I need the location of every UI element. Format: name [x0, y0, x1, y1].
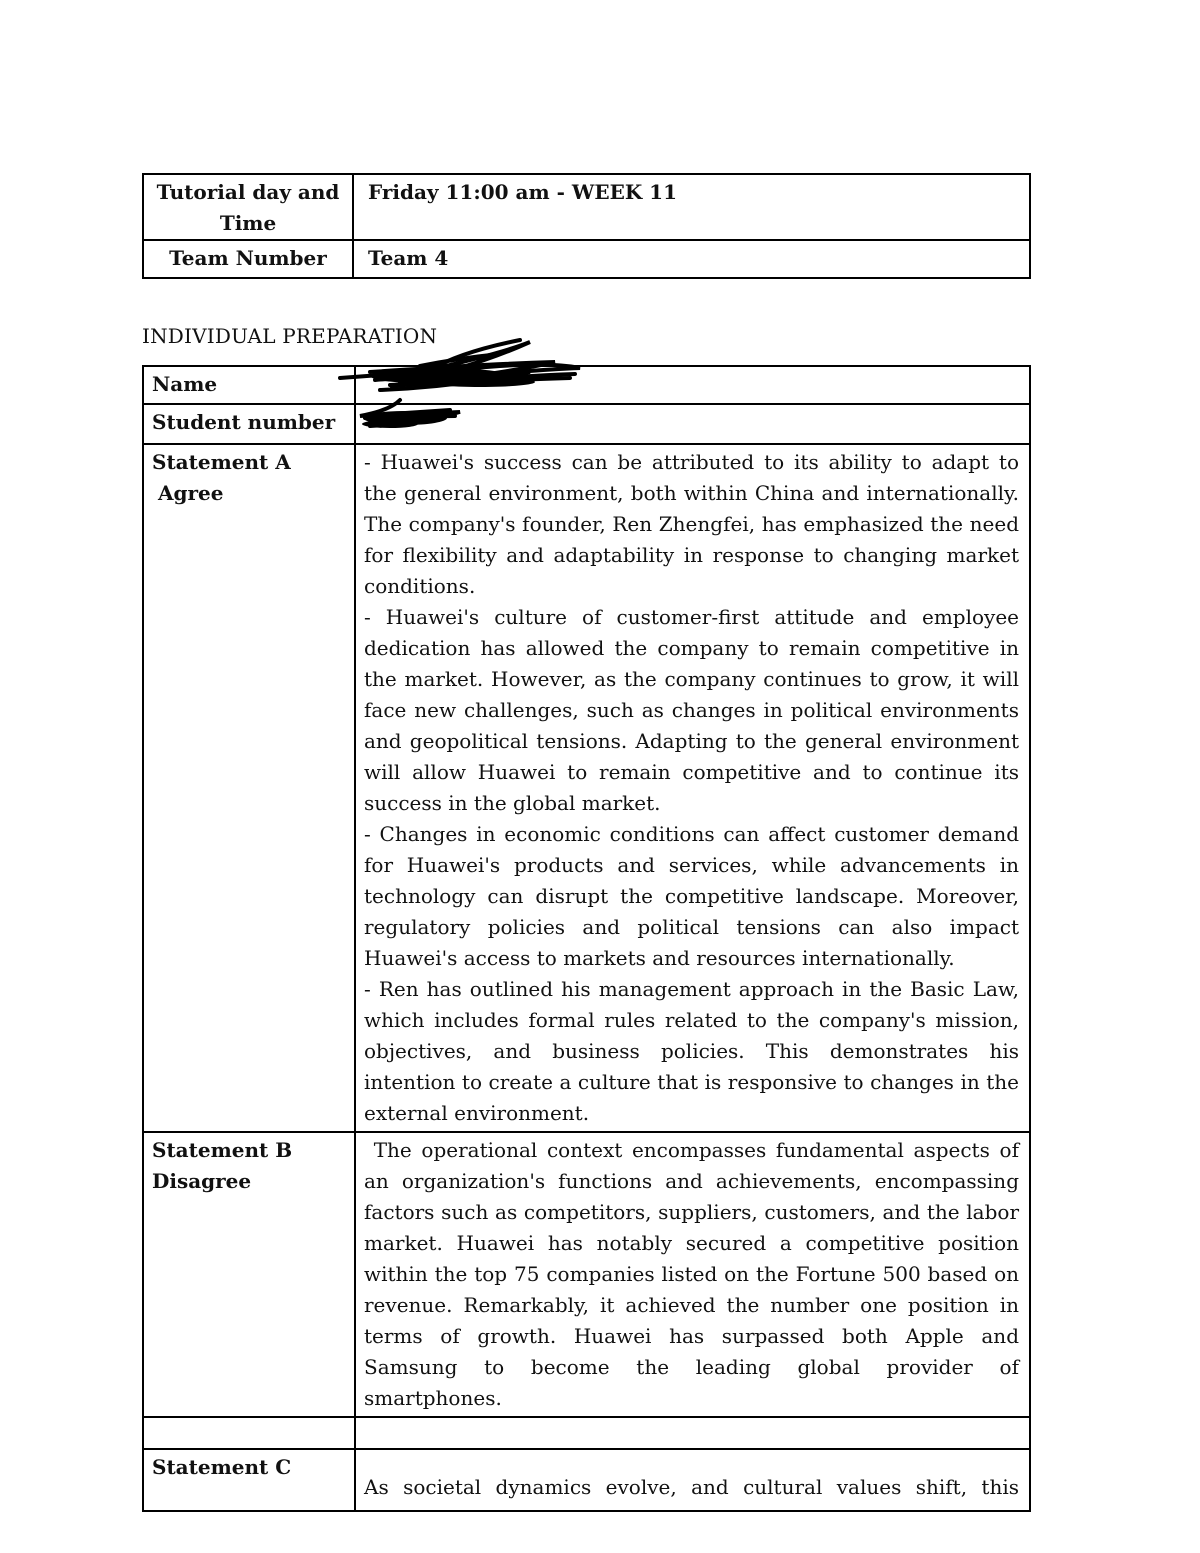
empty-cell [355, 1417, 1030, 1449]
statement-b-label: Statement B [152, 1138, 293, 1162]
info-table [142, 173, 1031, 279]
statement-c-text: As societal dynamics evolve, and cultural values shift, this [364, 1475, 1019, 1499]
tutorial-row [143, 174, 1030, 240]
statement-c-label: Statement C [143, 1449, 355, 1511]
individual-preparation-table [142, 365, 1031, 1512]
statement-a-paragraph: - Ren has outlined his management approach in the Basic Law, which includes formal rules related to the company's mission, objectives, and business policies. This demonstrates his intention to create a culture that is responsive to changes in the external environment. [364, 977, 1019, 1125]
student-number-label: Student number [143, 404, 355, 444]
statement-c-row [143, 1449, 1030, 1511]
team-value: Team 4 [353, 240, 1030, 278]
empty-cell [143, 1417, 355, 1449]
tutorial-label: Tutorial day and Time [143, 174, 353, 240]
statement-a-label: Statement A [152, 450, 291, 474]
statement-a-text [355, 444, 1030, 1132]
statement-a-stance: Agree [158, 481, 224, 505]
statement-b-row [143, 1132, 1030, 1417]
statement-b-text [355, 1132, 1030, 1417]
empty-row [143, 1417, 1030, 1449]
statement-b-label-cell [143, 1132, 355, 1417]
redaction-scribble [330, 330, 600, 440]
statement-a-label-cell [143, 444, 355, 1132]
statement-c-text-cell [355, 1449, 1030, 1511]
section-heading: INDIVIDUAL PREPARATION [142, 324, 438, 348]
name-label: Name [143, 366, 355, 404]
statement-b-paragraph: The operational context encompasses fundamental aspects of an organization's functions and achievements, encompassing factors such as competitors, suppliers, customers, and the labor market. Huawei has notably secured a competitive position within the top 75 companies listed on the Fortune 500 based on revenue. Remarkably, it achieved the number one position in terms of growth. Huawei has surpassed both Apple and Samsung to become the leading global provider of smartphones. [364, 1138, 1026, 1410]
statement-a-paragraph: - Huawei's culture of customer-first attitude and employee dedication has allowed the company to remain competitive in the market. However, as the company continues to grow, it will face new challenges, such as changes in political environments and geopolitical tensions. Adapting to the general environment will allow Huawei to remain competitive and to continue its success in the global market. [364, 605, 1019, 815]
statement-b-stance: Disagree [152, 1169, 252, 1193]
statement-a-paragraph: - Changes in economic conditions can affect customer demand for Huawei's products and services, while advancements in technology can disrupt the competitive landscape. Moreover, regulatory policies and political tensions can also impact Huawei's access to markets and resources internationally. [364, 822, 1019, 970]
tutorial-value: Friday 11:00 am - WEEK 11 [353, 174, 1030, 240]
statement-a-row [143, 444, 1030, 1132]
team-label: Team Number [143, 240, 353, 278]
team-row [143, 240, 1030, 278]
statement-a-paragraph: - Huawei's success can be attributed to its ability to adapt to the general environment, both within China and internationally. The company's founder, Ren Zhengfei, has emphasized the need for flexibility and adaptability in response to changing market conditions. [364, 450, 1019, 598]
